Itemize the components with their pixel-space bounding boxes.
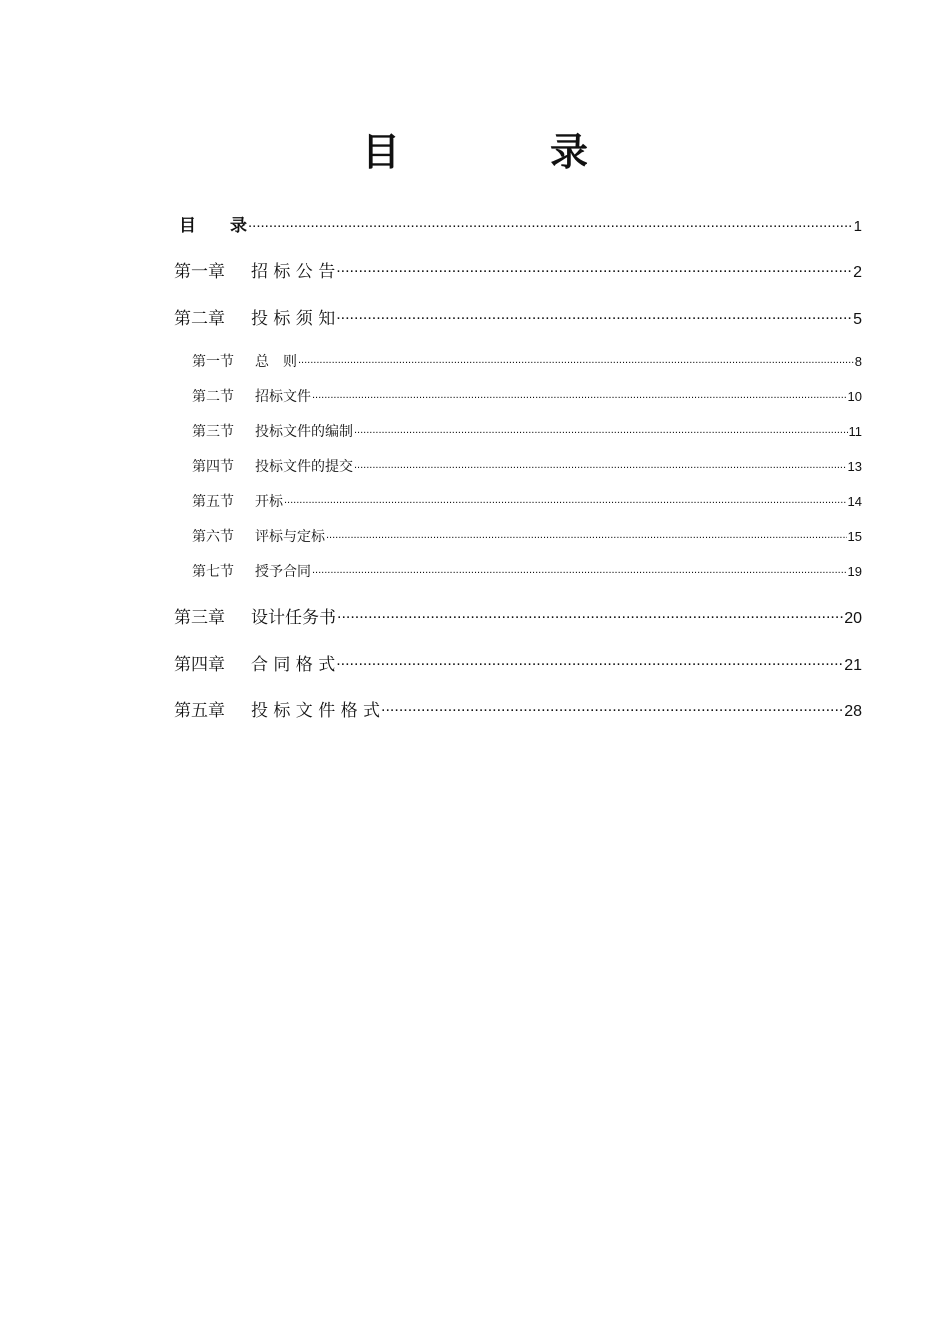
toc-entry-section-6[interactable] bbox=[192, 526, 862, 546]
toc-entry-page: 11 bbox=[848, 424, 862, 439]
toc-entry-chapter-2[interactable] bbox=[174, 304, 862, 329]
toc-entry-page: 10 bbox=[847, 389, 862, 404]
toc-entry-section-1[interactable] bbox=[192, 351, 862, 371]
dot-leader bbox=[381, 700, 843, 716]
toc-entry-number: 第一章 bbox=[174, 262, 225, 282]
toc-entry-page: 5 bbox=[853, 311, 862, 328]
toc-entry-title: 授予合同 bbox=[255, 564, 311, 580]
toc-entry-page: 15 bbox=[847, 529, 862, 544]
toc-entry-title: 总 则 bbox=[255, 354, 297, 370]
dot-leader bbox=[354, 425, 848, 436]
toc-entry-contents[interactable] bbox=[179, 211, 862, 236]
dot-leader bbox=[312, 390, 847, 401]
toc-entry-section-3[interactable] bbox=[192, 421, 862, 441]
dot-leader bbox=[284, 495, 847, 506]
toc-entry-page: 28 bbox=[844, 703, 862, 720]
toc-entry-section-2[interactable] bbox=[192, 386, 862, 406]
toc-entry-chapter-3[interactable] bbox=[174, 603, 862, 628]
toc-entry-number: 第四章 bbox=[174, 655, 225, 675]
toc-entry-chapter-1[interactable] bbox=[174, 257, 862, 282]
toc-entry-page: 21 bbox=[844, 657, 862, 674]
dot-leader bbox=[354, 460, 847, 471]
toc-entry-page: 1 bbox=[853, 218, 862, 235]
toc-entry-number: 第三节 bbox=[192, 424, 234, 440]
toc-entry-title: 开标 bbox=[255, 494, 283, 510]
toc-entry-number: 第一节 bbox=[192, 354, 234, 370]
toc-entry-title: 投标文件的提交 bbox=[255, 459, 353, 475]
toc-entry-chapter-5[interactable] bbox=[174, 696, 862, 721]
toc-heading: 目 录 bbox=[361, 129, 644, 174]
toc-entry-title: 招 标 公 告 bbox=[251, 262, 336, 282]
toc-entry-page: 14 bbox=[847, 494, 862, 509]
dot-leader bbox=[336, 261, 852, 277]
toc-entry-title: 投标文件的编制 bbox=[255, 424, 353, 440]
toc-entry-chapter-4[interactable] bbox=[174, 650, 862, 675]
dot-leader bbox=[336, 308, 852, 324]
toc-entry-title: 投 标 须 知 bbox=[251, 309, 336, 329]
dot-leader bbox=[326, 530, 847, 541]
toc-entry-title: 招标文件 bbox=[255, 389, 311, 405]
toc-entry-number: 第三章 bbox=[174, 608, 225, 628]
toc-entry-number: 第二节 bbox=[192, 389, 234, 405]
dot-leader bbox=[298, 355, 854, 366]
dot-leader bbox=[336, 654, 843, 670]
dot-leader bbox=[312, 565, 847, 576]
toc-entry-number: 第五章 bbox=[174, 701, 225, 721]
toc-entry-section-5[interactable] bbox=[192, 491, 862, 511]
toc-entry-title: 目 录 bbox=[179, 216, 247, 236]
toc-entry-title: 合 同 格 式 bbox=[251, 655, 336, 675]
toc-entry-page: 19 bbox=[847, 564, 862, 579]
toc-entry-title: 评标与定标 bbox=[255, 529, 325, 545]
toc-entry-number: 第二章 bbox=[174, 309, 225, 329]
toc-entry-page: 13 bbox=[847, 459, 862, 474]
dot-leader bbox=[248, 216, 853, 231]
toc-entry-title: 投 标 文 件 格 式 bbox=[251, 701, 381, 721]
toc-entry-number: 第七节 bbox=[192, 564, 234, 580]
dot-leader bbox=[337, 607, 843, 623]
toc-entry-page: 20 bbox=[844, 610, 862, 627]
toc-entry-number: 第四节 bbox=[192, 459, 234, 475]
toc-entry-section-7[interactable] bbox=[192, 561, 862, 581]
toc-entry-section-4[interactable] bbox=[192, 456, 862, 476]
toc-entry-page: 2 bbox=[853, 264, 862, 281]
toc-entry-number: 第六节 bbox=[192, 529, 234, 545]
toc-entry-page: 8 bbox=[854, 354, 862, 369]
toc-entry-title: 设计任务书 bbox=[251, 608, 336, 628]
toc-entry-number: 第五节 bbox=[192, 494, 234, 510]
